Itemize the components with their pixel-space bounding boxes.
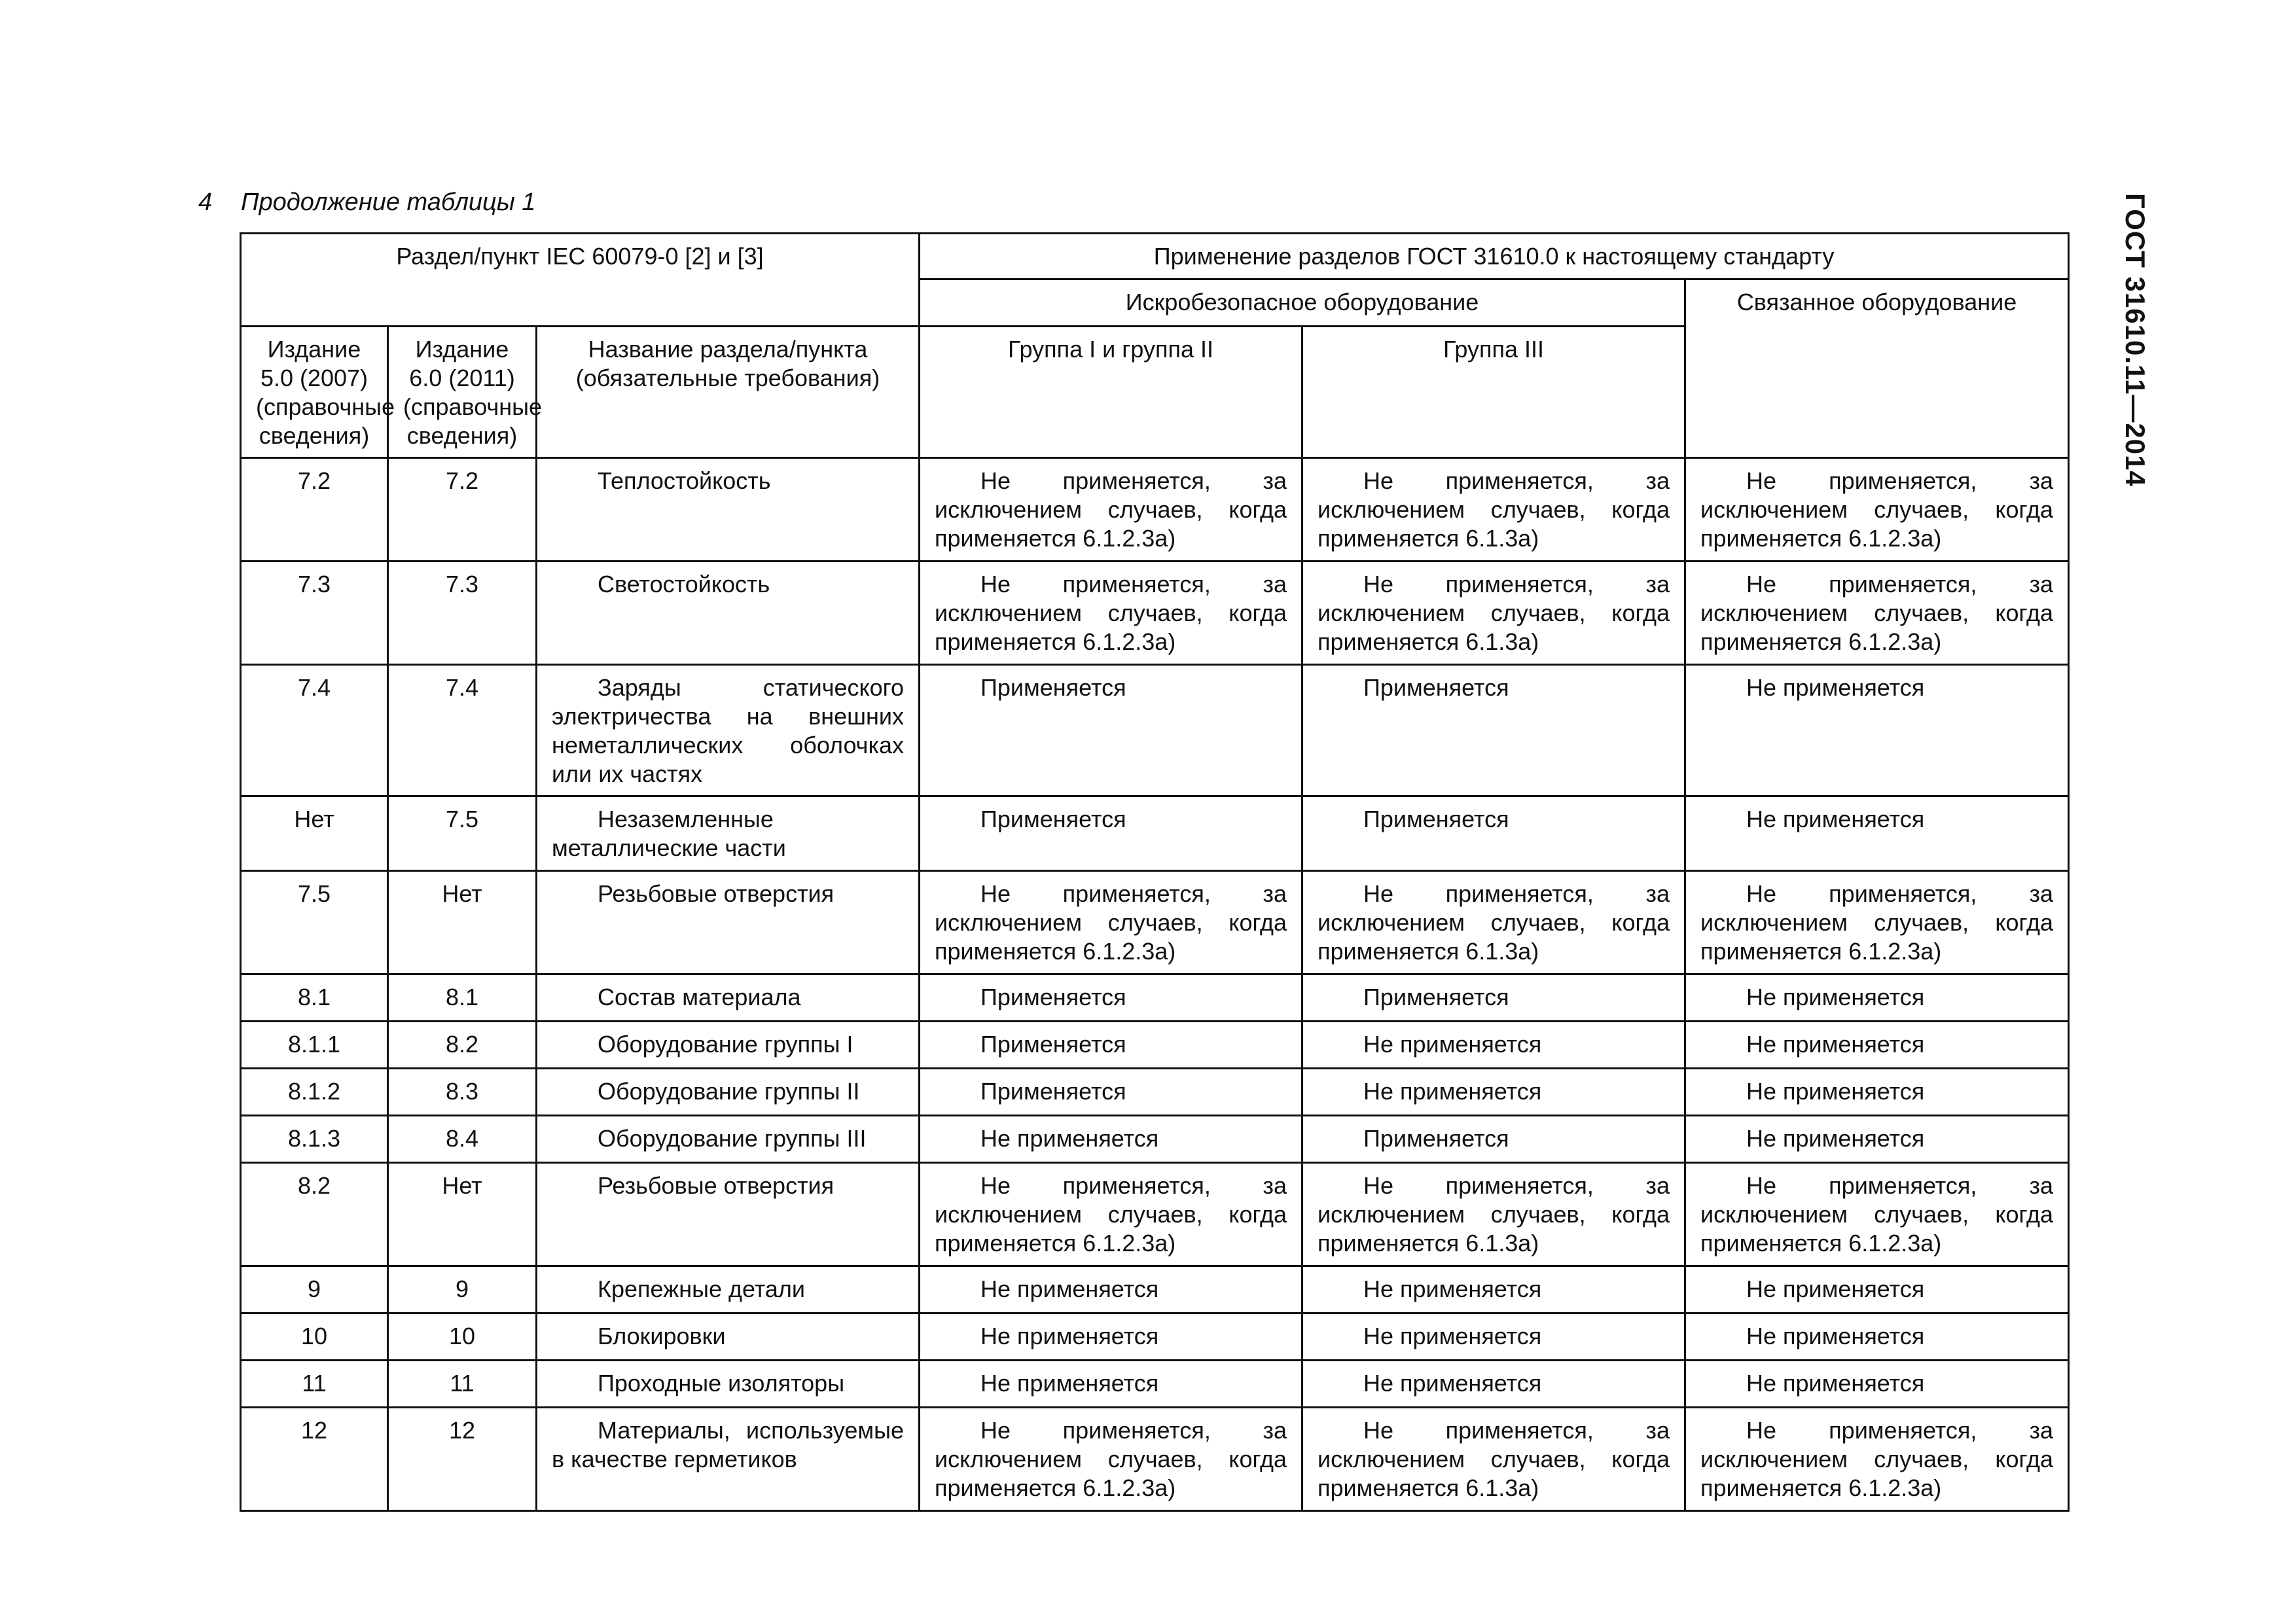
cell-group3: Не применяется <box>1302 1313 1685 1361</box>
header-group12: Группа I и группа II <box>920 327 1302 458</box>
cell-section-name: Оборудование группы II <box>537 1069 920 1116</box>
cell-associated: Не применяется <box>1685 796 2069 871</box>
cell-group3: Не применяется <box>1302 1022 1685 1069</box>
cell-group3: Не применяется <box>1302 1361 1685 1408</box>
cell-section-name: Оборудование группы I <box>537 1022 920 1069</box>
cell-edition6: 8.2 <box>388 1022 537 1069</box>
table-row <box>241 1408 2069 1511</box>
cell-group12: Не применяется <box>920 1313 1302 1361</box>
cell-group3: Не применяется <box>1302 1266 1685 1313</box>
cell-section-name: Проходные изоляторы <box>537 1361 920 1408</box>
cell-section-name: Блокировки <box>537 1313 920 1361</box>
cell-group3: Применяется <box>1302 665 1685 796</box>
cell-associated: Не применяется, за исключением случаев, когда применяется 6.1.2.3а) <box>1685 1408 2069 1511</box>
cell-group12: Применяется <box>920 974 1302 1022</box>
cell-section-name: Материалы, используемые в качестве герметиков <box>537 1408 920 1511</box>
page-number: 4 <box>198 188 213 216</box>
header-ed6: Издание 6.0 (2011) (справочные сведения) <box>388 327 537 458</box>
cell-group12: Не применяется <box>920 1116 1302 1163</box>
cell-section-name: Оборудование группы III <box>537 1116 920 1163</box>
cell-group12: Не применяется, за исключением случаев, когда применяется 6.1.2.3а) <box>920 1408 1302 1511</box>
header-intrinsic: Искробезопасное оборудование <box>920 279 1685 327</box>
table-row <box>241 1163 2069 1266</box>
table-row <box>241 1361 2069 1408</box>
table-caption: Продолжение таблицы 1 <box>241 188 536 216</box>
requirements-table <box>240 232 2070 1512</box>
cell-group12: Применяется <box>920 796 1302 871</box>
header-group3: Группа III <box>1302 327 1685 458</box>
table-row <box>241 1313 2069 1361</box>
cell-edition5: 7.4 <box>241 665 388 796</box>
cell-group12: Не применяется <box>920 1266 1302 1313</box>
header-section-iec: Раздел/пункт IEC 60079-0 [2] и [3] <box>241 234 920 327</box>
cell-edition6: 10 <box>388 1313 537 1361</box>
cell-group12: Применяется <box>920 665 1302 796</box>
cell-group12: Применяется <box>920 1022 1302 1069</box>
cell-associated: Не применяется, за исключением случаев, когда применяется 6.1.2.3а) <box>1685 458 2069 562</box>
cell-edition5: 8.1.2 <box>241 1069 388 1116</box>
cell-section-name: Крепежные детали <box>537 1266 920 1313</box>
table-body <box>241 458 2069 1511</box>
cell-group12: Не применяется <box>920 1361 1302 1408</box>
cell-edition5: 8.2 <box>241 1163 388 1266</box>
cell-group3: Не применяется, за исключением случаев, когда применяется 6.1.3а) <box>1302 562 1685 665</box>
cell-associated: Не применяется <box>1685 1313 2069 1361</box>
cell-edition6: 12 <box>388 1408 537 1511</box>
table-row <box>241 1266 2069 1313</box>
cell-section-name: Резьбовые отверстия <box>537 871 920 974</box>
cell-section-name: Светостойкость <box>537 562 920 665</box>
cell-associated: Не применяется <box>1685 1266 2069 1313</box>
cell-edition5: 7.5 <box>241 871 388 974</box>
cell-group12: Не применяется, за исключением случаев, когда применяется 6.1.2.3а) <box>920 1163 1302 1266</box>
cell-edition6: Нет <box>388 1163 537 1266</box>
cell-associated: Не применяется <box>1685 665 2069 796</box>
document-title: ГОСТ 31610.11—2014 <box>2120 193 2151 487</box>
cell-group12: Не применяется, за исключением случаев, когда применяется 6.1.2.3а) <box>920 562 1302 665</box>
cell-group3: Не применяется, за исключением случаев, когда применяется 6.1.3а) <box>1302 1163 1685 1266</box>
cell-edition5: 7.2 <box>241 458 388 562</box>
table-row <box>241 458 2069 562</box>
cell-edition6: 9 <box>388 1266 537 1313</box>
cell-associated: Не применяется <box>1685 1022 2069 1069</box>
cell-associated: Не применяется <box>1685 1116 2069 1163</box>
cell-edition5: 12 <box>241 1408 388 1511</box>
cell-group3: Не применяется <box>1302 1069 1685 1116</box>
cell-associated: Не применяется, за исключением случаев, когда применяется 6.1.2.3а) <box>1685 1163 2069 1266</box>
header-associated: Связанное оборудование <box>1685 279 2069 458</box>
table-row <box>241 562 2069 665</box>
cell-edition5: 9 <box>241 1266 388 1313</box>
cell-group3: Не применяется, за исключением случаев, когда применяется 6.1.3а) <box>1302 871 1685 974</box>
cell-edition6: 8.3 <box>388 1069 537 1116</box>
table-row <box>241 974 2069 1022</box>
cell-group3: Применяется <box>1302 796 1685 871</box>
cell-group3: Не применяется, за исключением случаев, когда применяется 6.1.3а) <box>1302 458 1685 562</box>
cell-edition5: 8.1.1 <box>241 1022 388 1069</box>
header-application: Применение разделов ГОСТ 31610.0 к настоящему стандарту <box>920 234 2069 279</box>
cell-group3: Не применяется, за исключением случаев, когда применяется 6.1.3а) <box>1302 1408 1685 1511</box>
cell-edition5: Нет <box>241 796 388 871</box>
cell-group12: Не применяется, за исключением случаев, когда применяется 6.1.2.3а) <box>920 458 1302 562</box>
cell-associated: Не применяется, за исключением случаев, когда применяется 6.1.2.3а) <box>1685 871 2069 974</box>
cell-edition6: 8.4 <box>388 1116 537 1163</box>
header-ed5: Издание 5.0 (2007) (справочные сведения) <box>241 327 388 458</box>
cell-edition6: 7.2 <box>388 458 537 562</box>
cell-edition5: 8.1.3 <box>241 1116 388 1163</box>
cell-section-name: Незаземленные металлические части <box>537 796 920 871</box>
table-row <box>241 871 2069 974</box>
table-row <box>241 1022 2069 1069</box>
cell-edition5: 7.3 <box>241 562 388 665</box>
table-row <box>241 1116 2069 1163</box>
cell-edition6: 7.3 <box>388 562 537 665</box>
cell-group3: Применяется <box>1302 1116 1685 1163</box>
cell-edition6: 7.5 <box>388 796 537 871</box>
cell-edition6: Нет <box>388 871 537 974</box>
header-name: Название раздела/пункта (обязательные требования) <box>537 327 920 458</box>
header-row-1 <box>241 234 2069 279</box>
cell-edition6: 11 <box>388 1361 537 1408</box>
cell-group12: Не применяется, за исключением случаев, когда применяется 6.1.2.3а) <box>920 871 1302 974</box>
cell-section-name: Теплостойкость <box>537 458 920 562</box>
table-row <box>241 665 2069 796</box>
cell-associated: Не применяется <box>1685 1069 2069 1116</box>
cell-edition5: 10 <box>241 1313 388 1361</box>
cell-section-name: Резьбовые отверстия <box>537 1163 920 1266</box>
cell-edition6: 8.1 <box>388 974 537 1022</box>
cell-group12: Применяется <box>920 1069 1302 1116</box>
cell-associated: Не применяется, за исключением случаев, когда применяется 6.1.2.3а) <box>1685 562 2069 665</box>
cell-edition5: 11 <box>241 1361 388 1408</box>
cell-section-name: Состав материала <box>537 974 920 1022</box>
cell-group3: Применяется <box>1302 974 1685 1022</box>
table-row <box>241 1069 2069 1116</box>
cell-edition6: 7.4 <box>388 665 537 796</box>
cell-associated: Не применяется <box>1685 1361 2069 1408</box>
cell-section-name: Заряды статического электричества на внешних неметаллических оболочках или их частях <box>537 665 920 796</box>
cell-edition5: 8.1 <box>241 974 388 1022</box>
cell-associated: Не применяется <box>1685 974 2069 1022</box>
table-row <box>241 796 2069 871</box>
